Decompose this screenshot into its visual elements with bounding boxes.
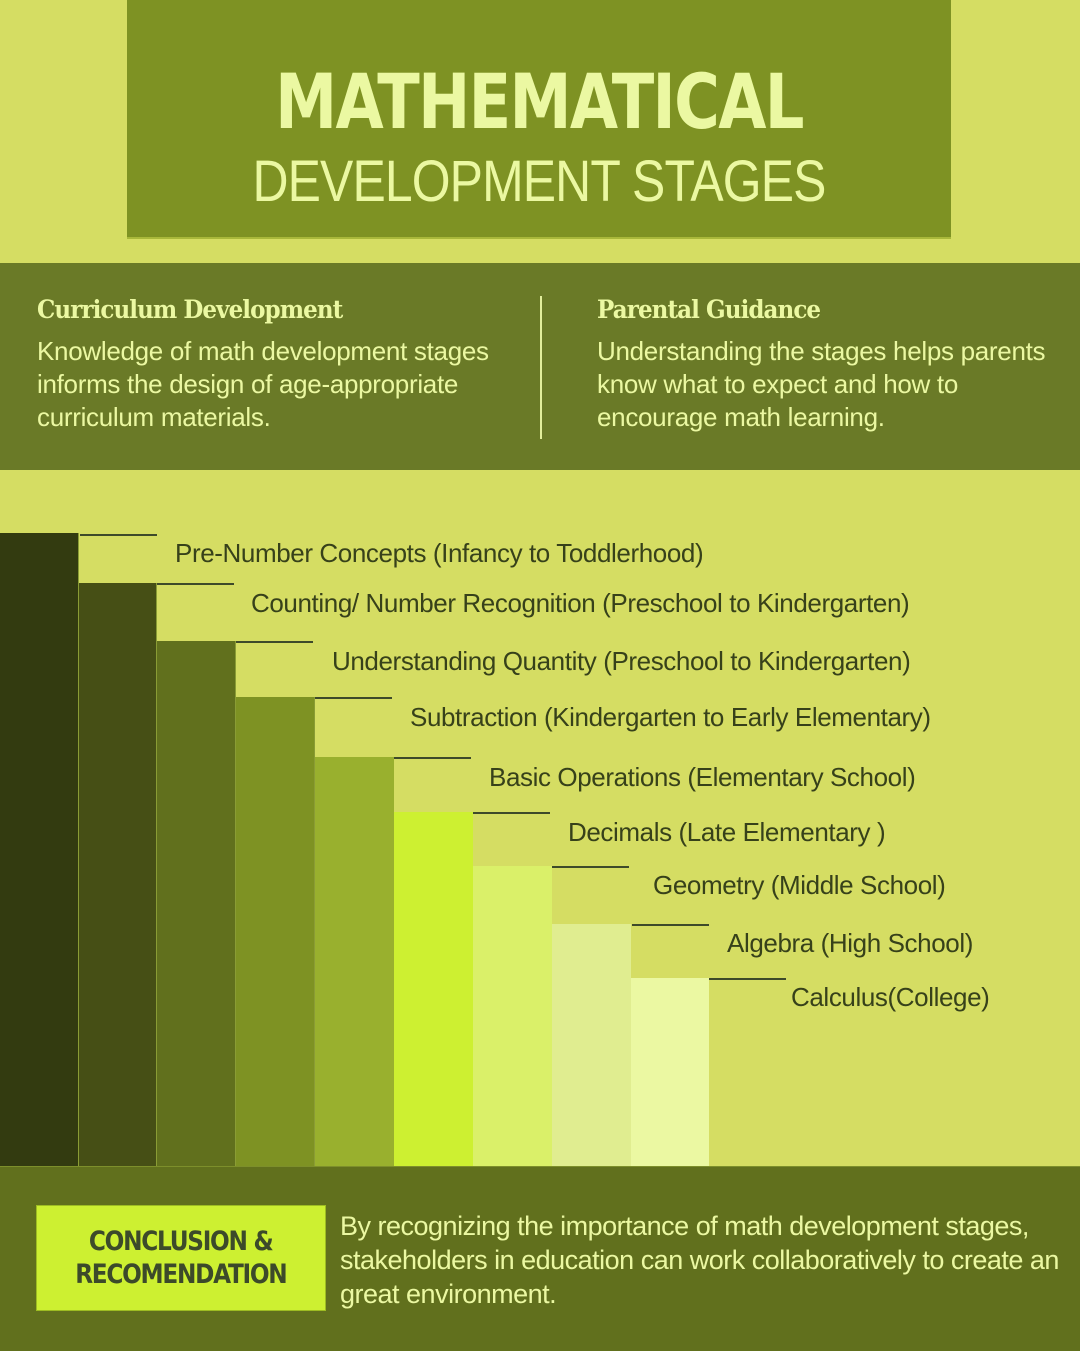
- stage-label: Counting/ Number Recognition (Preschool to Kindergarten): [251, 588, 910, 618]
- info-heading: Curriculum Development: [37, 295, 343, 324]
- info-heading: Parental Guidance: [597, 295, 821, 324]
- info-curriculum: [37, 293, 507, 434]
- connector-line: [552, 866, 629, 868]
- stage-label: Understanding Quantity (Preschool to Kindergarten): [332, 646, 911, 676]
- stage-bar-9: [631, 978, 709, 1166]
- stage-label: Geometry (Middle School): [653, 870, 946, 900]
- connector-line: [80, 534, 157, 536]
- info-parental: [597, 293, 1057, 434]
- conclusion-badge: [36, 1205, 326, 1311]
- stage-bar-7: [473, 866, 552, 1166]
- stage-bar-1: [0, 533, 79, 1166]
- connector-line: [632, 924, 709, 926]
- info-text: Knowledge of math development stages informs the design of age-appropriate curriculum materials.: [37, 336, 489, 432]
- connector-line: [315, 697, 392, 699]
- stage-label: Calculus(College): [791, 982, 990, 1012]
- connector-line: [394, 757, 471, 759]
- stage-label: Subtraction (Kindergarten to Early Elementary): [410, 702, 931, 732]
- badge-line: CONCLUSION &: [89, 1226, 273, 1257]
- stage-label: Basic Operations (Elementary School): [489, 762, 916, 792]
- page-title: MATHEMATICAL: [275, 57, 803, 146]
- info-band: [0, 263, 1080, 470]
- page-subtitle: DEVELOPMENT STAGES: [252, 149, 826, 214]
- badge-line: RECOMENDATION: [75, 1259, 287, 1290]
- stage-bar-2: [79, 583, 157, 1166]
- stage-bar-6: [394, 812, 473, 1166]
- connector-line: [157, 583, 234, 585]
- stage-label: Pre-Number Concepts (Infancy to Toddlerhood): [175, 538, 704, 568]
- conclusion-band: [0, 1166, 1080, 1351]
- stage-label: Algebra (High School): [727, 928, 973, 958]
- stage-bar-4: [236, 697, 315, 1166]
- stage-label: Decimals (Late Elementary ): [568, 817, 886, 847]
- stage-bar-5: [315, 757, 394, 1166]
- connector-line: [709, 978, 786, 980]
- info-text: Understanding the stages helps parents know what to expect and how to encourage math learning.: [597, 336, 1046, 432]
- conclusion-text: By recognizing the importance of math development stages, stakeholders in education can work collaboratively to create an great environment.: [340, 1211, 1059, 1309]
- connector-line: [236, 641, 313, 643]
- title-banner: [127, 0, 951, 239]
- stage-bar-8: [552, 924, 631, 1166]
- divider: [540, 296, 542, 439]
- stage-bar-3: [157, 641, 236, 1166]
- connector-line: [473, 812, 550, 814]
